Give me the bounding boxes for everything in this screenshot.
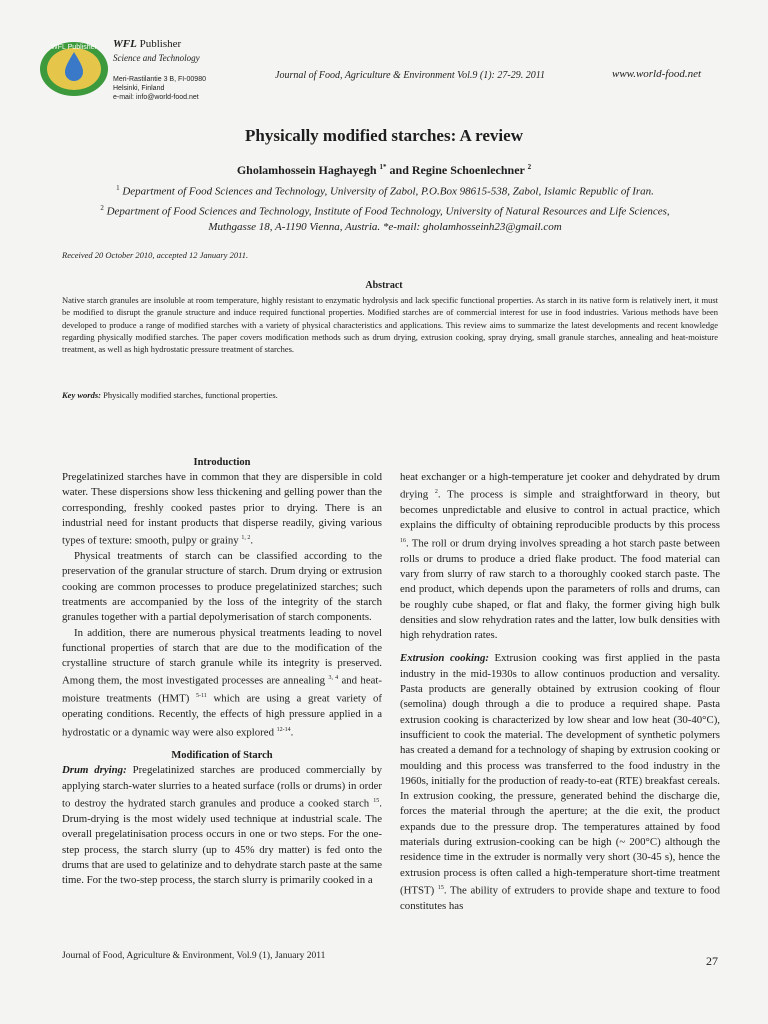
journal-citation: Journal of Food, Agriculture & Environment Vol.9 (1): 27-29. 2011: [275, 70, 545, 81]
paragraph: Drum drying: Pregelatinized starches are produced commercially by applying starch-water slurries to a heated surface (rolls or drums) in order to destroy the hydrated starch granules and produce a cooked starch $^{15}$. Drum-drying is the most widely used technique at industrial scale. The overall pregelatinisation process occurs in one or two steps. For the one-step process, the starch slurry (up to 45% dry matter) is fed onto the drums that are used to gelatinize and to dehydrate starch paste at the same time. For the two-step process, the starch slurry is primarily cooked in a: [62, 764, 383, 887]
received-dates: Received 20 October 2010, accepted 12 January 2011.: [62, 250, 249, 260]
paragraph: Extrusion cooking: Extrusion cooking was first applied in the pasta industry in the mid-1930s to allow continuos production and versality. Pasta products are generally obtained by extrusion cooking of flour (semolina) dough through a die to produce a required shape. Pasta extrusion cooking is characterized by low shear and low heat (30-40°C), insufficient to cook the material. The development of synthetic polymers has created a demand for a technology of shaping by extrusion cooking or moulding and this process was transferred to the food industry in the 1960s, initially for the production of ready-to-eat (RTE) breakfast cereals. In extrusion cooking, the pressure, generated behind the discharge die, forces the material through the aperture; at the die exit, the product expands due to the pressure drop. The temperatures attained by food materials during extrusion-cooking can be high (~ 200°C) although the residence time in the extruder is normally very short (30-45 s), hence the extrusion process is often called a high-temperature short-time treatment (HTST) $^{15}$. The ability of extruders to provide shape and texture to food constitutes has: [400, 652, 720, 912]
journal-website: www.world-food.net: [612, 68, 702, 80]
paragraph: In addition, there are numerous physical treatments leading to novel functional properties of starch that are due to the modification of the crystalline structure of starch granule while its integrity is preserved. Among them, the most investigated processes are annealing $^{3, 4}$ and heat-moisture treatments (HMT) $^{5-11}$ which are using a great variety of operating conditions. Recently, the effects of high pressure applied in a hydrostatic or a dynamic way were also explored $^{12-14}$.: [62, 626, 383, 739]
intro-heading: Introduction: [193, 457, 251, 468]
paragraph: Physical treatments of starch can be classified according to the preservation of the granular structure of starch. Drum drying or extrusion cooking are common processes to produce pregelatinized starches; such treatments are accompanied by the loss of the integrity of the starch granules together with a partial depolymerisation of starch components.: [62, 550, 382, 624]
left-column: [62, 455, 382, 888]
publisher-address: Meri-Rastilantie 3 B, FI-00980 Helsinki, Finland e-mail: info@world-food.net: [113, 76, 206, 101]
right-column: [400, 470, 720, 914]
article-title: Physically modified starches: A review: [245, 126, 523, 145]
abstract-text: Native starch granules are insoluble at room temperature, highly resistant to enzymatic hydrolysis and lack specific functional properties. As starch in its native form is relatively inert, it must be modified to disrupt the granule structure and induce required functional properties. Modified starches are of commercial interest for use in food industries. Various methods have been developed to produce a range of modified starches with a variety of physical characteristics and applications. This review aims to summarize the latest developments and recent knowledge regarding physically modified starches. The paper covers modification methods such as drum drying, extrusion cooking, spray drying, small granule starches, annealing and heat-moisture treatment, as well as high hydrostatic pressure treatment of starches.: [62, 295, 718, 355]
paragraph: heat exchanger or a high-temperature jet cooker and dehydrated by drum drying $^2$. The process is simple and straightforward in theory, but becomes unpredictable and elusive to control in actual practice, which explains the difficulty of obtaining reproducible products by this process $^{16}$. The roll or drum drying involves spreading a hot starch paste between rolls or drums to produce a dried flake product. The food material can vary from slurry of raw starch to a thoroughly cooked starch paste. The end product, which depends upon the parameters of rolls and drums, can be roughly cube shaped, or flat and flaky, the former giving high bulk densities and slow rehydration rates and the latter, low bulk densities with high rehydration rates.: [400, 471, 720, 642]
svg-text:WFL Publisher: WFL Publisher: [51, 44, 97, 51]
abstract-heading: Abstract: [365, 280, 403, 291]
author-list: Gholamhossein Haghayegh $^{1*}$ and Regine Schoenlechner $^2$: [236, 163, 532, 177]
publisher-logo: [38, 40, 110, 98]
section-heading: Modification of Starch: [171, 750, 273, 762]
keywords: Key words: Physically modified starches, functional properties.: [62, 390, 278, 400]
page-number: 27: [706, 954, 718, 968]
publisher-subtitle: Science and Technology: [113, 53, 200, 63]
affiliations: $^1$ Department of Food Sciences and Technology, University of Zabol, P.O.Box 98615-538, Zabol, Islamic Republic of Iran. $^2$ Department of Food Sciences and Technology, Institute of Food Technology, University of Natural Resources and Life Sciences, Muthgasse 18, A-1190 Vienna, Austria. *e-mail: gholamhosseinh23@gmail.com: [100, 184, 670, 234]
publisher-name: WFL Publisher: [113, 38, 182, 50]
paragraph: Pregelatinized starches have in common that they are dispersible in cold water. These dispersions show less thickening and gelling power than the corresponding, freshly cooked pastes prior to drying. There is an industrial need for instant products that disperse readily, giving various types of texture: smooth, pulpy or grainy $^{1, 2}$.: [62, 471, 382, 547]
footer-journal: Journal of Food, Agriculture & Environment, Vol.9 (1), January 2011: [62, 951, 326, 961]
